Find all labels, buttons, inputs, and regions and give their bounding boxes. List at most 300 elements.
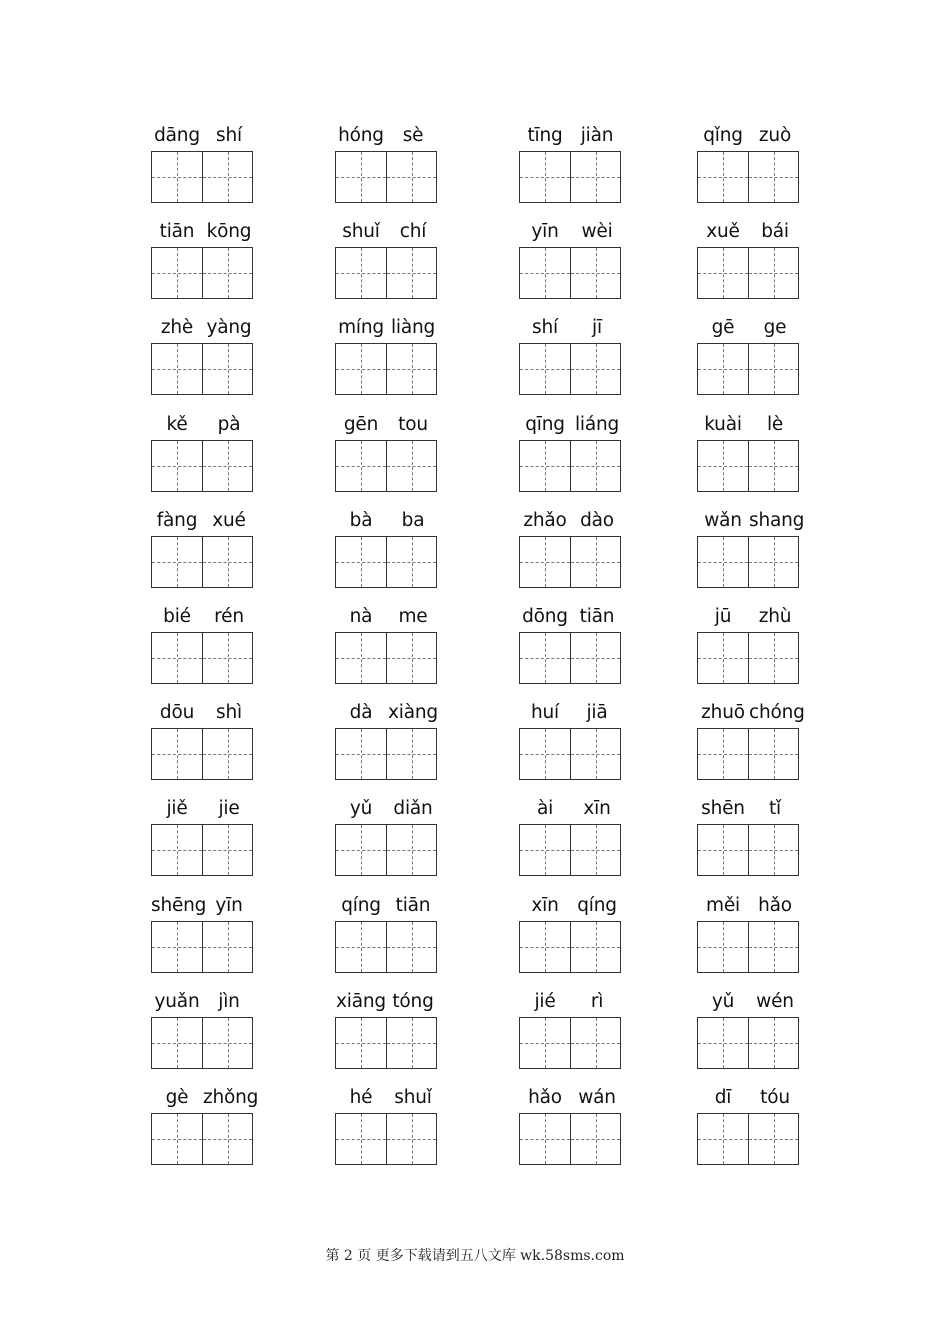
writing-boxes — [335, 151, 437, 203]
pinyin-syllable: shuǐ — [342, 221, 380, 242]
pinyin-syllable: bié — [163, 606, 191, 627]
pinyin-syllable: yīn — [215, 895, 243, 916]
tianzige-cell[interactable] — [570, 825, 620, 875]
pinyin-syllable: kě — [166, 414, 188, 435]
pinyin-syllable: bái — [761, 221, 789, 242]
writing-boxes — [335, 824, 437, 876]
writing-boxes — [151, 151, 253, 203]
pinyin-syllable: gē — [711, 317, 735, 338]
word-item — [519, 895, 623, 973]
pinyin-syllable: tou — [398, 414, 428, 435]
tianzige-cell[interactable] — [748, 1114, 798, 1164]
pinyin-row — [151, 414, 255, 438]
word-item — [151, 798, 255, 876]
tianzige-cell[interactable] — [202, 441, 252, 491]
pinyin-syllable: jū — [714, 606, 732, 627]
pinyin-syllable: diǎn — [393, 798, 433, 819]
tianzige-cell[interactable] — [748, 537, 798, 587]
tianzige-cell[interactable] — [386, 152, 436, 202]
word-item — [697, 895, 801, 973]
tianzige-cell[interactable] — [570, 248, 620, 298]
writing-boxes — [519, 440, 621, 492]
tianzige-cell[interactable] — [570, 537, 620, 587]
pinyin-syllable: měi — [706, 895, 740, 916]
tianzige-cell[interactable] — [202, 248, 252, 298]
pinyin-syllable: qíng — [577, 895, 617, 916]
pinyin-syllable: shí — [532, 317, 558, 338]
pinyin-syllable: tóng — [392, 991, 434, 1012]
pinyin-syllable: dào — [580, 510, 614, 531]
pinyin-syllable: zuò — [758, 125, 792, 146]
tianzige-cell[interactable] — [152, 152, 202, 202]
pinyin-syllable: rén — [214, 606, 244, 627]
pinyin-syllable: hé — [349, 1087, 373, 1108]
tianzige-cell[interactable] — [202, 1114, 252, 1164]
tianzige-cell[interactable] — [386, 1018, 436, 1068]
writing-boxes — [335, 921, 437, 973]
word-item — [335, 1087, 439, 1165]
writing-boxes — [335, 536, 437, 588]
pinyin-row — [335, 895, 439, 919]
pinyin-row — [519, 895, 623, 919]
pinyin-syllable: jī — [592, 317, 602, 338]
word-item — [151, 125, 255, 203]
tianzige-cell[interactable] — [386, 1114, 436, 1164]
pinyin-row — [697, 317, 801, 341]
word-item — [335, 317, 439, 395]
pinyin-syllable: huí — [531, 702, 559, 723]
pinyin-syllable: tīng — [527, 125, 563, 146]
writing-boxes — [335, 1017, 437, 1069]
pinyin-row — [335, 606, 439, 630]
tianzige-cell[interactable] — [202, 344, 252, 394]
pinyin-row — [697, 221, 801, 245]
pinyin-syllable: zhù — [758, 606, 792, 627]
pinyin-syllable: xīn — [583, 798, 611, 819]
pinyin-row — [697, 606, 801, 630]
pinyin-syllable: xué — [212, 510, 246, 531]
word-item — [697, 798, 801, 876]
writing-boxes — [697, 151, 799, 203]
pinyin-syllable: chóng — [749, 702, 805, 723]
pinyin-syllable: nà — [349, 606, 373, 627]
writing-boxes — [335, 728, 437, 780]
tianzige-cell[interactable] — [570, 922, 620, 972]
word-item — [335, 798, 439, 876]
pinyin-row — [697, 991, 801, 1015]
tianzige-cell[interactable] — [748, 441, 798, 491]
tianzige-cell[interactable] — [698, 825, 748, 875]
word-item — [697, 510, 805, 588]
tianzige-cell[interactable] — [698, 1114, 748, 1164]
tianzige-cell[interactable] — [520, 633, 570, 683]
tianzige-cell[interactable] — [748, 344, 798, 394]
writing-boxes — [335, 343, 437, 395]
writing-boxes — [519, 728, 621, 780]
tianzige-cell[interactable] — [152, 729, 202, 779]
writing-boxes — [519, 824, 621, 876]
pinyin-row — [151, 606, 255, 630]
tianzige-cell[interactable] — [202, 1018, 252, 1068]
writing-boxes — [151, 343, 253, 395]
tianzige-cell[interactable] — [748, 1018, 798, 1068]
pinyin-syllable: wǎn — [704, 510, 742, 531]
pinyin-syllable: ge — [763, 317, 787, 338]
tianzige-cell[interactable] — [520, 922, 570, 972]
word-item — [151, 895, 255, 973]
word-item — [519, 991, 623, 1069]
word-item — [697, 317, 801, 395]
word-item — [697, 125, 801, 203]
pinyin-syllable: xiāng — [336, 991, 386, 1012]
word-item — [697, 414, 801, 492]
pinyin-syllable: hǎo — [528, 1087, 562, 1108]
pinyin-row — [335, 317, 439, 341]
tianzige-cell[interactable] — [698, 152, 748, 202]
pinyin-syllable: jiā — [586, 702, 608, 723]
word-item — [519, 798, 623, 876]
writing-boxes — [697, 632, 799, 684]
tianzige-cell[interactable] — [520, 729, 570, 779]
pinyin-syllable: shì — [216, 702, 242, 723]
tianzige-cell[interactable] — [748, 922, 798, 972]
tianzige-cell[interactable] — [152, 825, 202, 875]
pinyin-syllable: jìn — [218, 991, 240, 1012]
pinyin-row — [151, 1087, 259, 1111]
pinyin-syllable: fàng — [156, 510, 198, 531]
tianzige-cell[interactable] — [386, 922, 436, 972]
pinyin-row — [697, 510, 805, 534]
writing-boxes — [151, 824, 253, 876]
pinyin-syllable: liáng — [574, 414, 620, 435]
writing-boxes — [697, 343, 799, 395]
tianzige-cell[interactable] — [520, 248, 570, 298]
pinyin-row — [151, 221, 255, 245]
word-item — [335, 702, 439, 780]
word-item — [519, 510, 623, 588]
pinyin-row — [151, 991, 255, 1015]
tianzige-cell[interactable] — [202, 825, 252, 875]
tianzige-cell[interactable] — [152, 344, 202, 394]
tianzige-cell[interactable] — [570, 1018, 620, 1068]
pinyin-syllable: dī — [714, 1087, 732, 1108]
tianzige-cell[interactable] — [698, 344, 748, 394]
pinyin-syllable: zhǒng — [203, 1087, 259, 1108]
writing-boxes — [519, 1017, 621, 1069]
tianzige-cell[interactable] — [570, 633, 620, 683]
tianzige-cell[interactable] — [748, 825, 798, 875]
pinyin-syllable: jié — [534, 991, 556, 1012]
writing-boxes — [151, 728, 253, 780]
word-item — [151, 606, 255, 684]
pinyin-syllable: kuài — [704, 414, 742, 435]
tianzige-cell[interactable] — [336, 248, 386, 298]
writing-boxes — [697, 247, 799, 299]
word-item — [151, 317, 255, 395]
tianzige-cell[interactable] — [698, 537, 748, 587]
tianzige-cell[interactable] — [336, 344, 386, 394]
pinyin-row — [519, 317, 623, 341]
tianzige-cell[interactable] — [152, 441, 202, 491]
word-item — [151, 221, 255, 299]
pinyin-syllable: chí — [399, 221, 427, 242]
pinyin-row — [519, 702, 623, 726]
pinyin-syllable: qīng — [525, 414, 565, 435]
pinyin-syllable: liàng — [390, 317, 436, 338]
pinyin-row — [151, 895, 255, 919]
word-item — [151, 1087, 259, 1165]
pinyin-syllable: yàng — [206, 317, 252, 338]
pinyin-row — [697, 798, 801, 822]
pinyin-row — [335, 125, 439, 149]
word-item — [519, 125, 623, 203]
pinyin-syllable: wén — [756, 991, 794, 1012]
pinyin-row — [519, 1087, 623, 1111]
tianzige-cell[interactable] — [520, 1114, 570, 1164]
pinyin-row — [335, 1087, 439, 1111]
pinyin-syllable: shang — [749, 510, 805, 531]
pinyin-row — [519, 125, 623, 149]
pinyin-row — [519, 414, 623, 438]
tianzige-cell[interactable] — [748, 633, 798, 683]
word-item — [697, 1087, 801, 1165]
pinyin-row — [519, 510, 623, 534]
pinyin-row — [519, 991, 623, 1015]
pinyin-syllable: shuǐ — [394, 1087, 432, 1108]
writing-boxes — [519, 1113, 621, 1165]
pinyin-syllable: shēng — [151, 895, 207, 916]
pinyin-syllable: yǔ — [349, 798, 373, 819]
pinyin-row — [697, 414, 801, 438]
pinyin-row — [519, 798, 623, 822]
tianzige-cell[interactable] — [336, 441, 386, 491]
pinyin-syllable: qǐng — [703, 125, 743, 146]
tianzige-cell[interactable] — [520, 1018, 570, 1068]
writing-boxes — [697, 1113, 799, 1165]
word-item — [697, 702, 805, 780]
tianzige-cell[interactable] — [336, 152, 386, 202]
pinyin-syllable: lè — [766, 414, 784, 435]
tianzige-cell[interactable] — [748, 152, 798, 202]
pinyin-syllable: zhè — [160, 317, 194, 338]
writing-boxes — [151, 1113, 253, 1165]
pinyin-row — [697, 1087, 801, 1111]
tianzige-cell[interactable] — [520, 344, 570, 394]
pinyin-syllable: zhǎo — [523, 510, 567, 531]
writing-boxes — [335, 1113, 437, 1165]
pinyin-syllable: wèi — [581, 221, 613, 242]
pinyin-syllable: xiàng — [388, 702, 438, 723]
tianzige-cell[interactable] — [202, 633, 252, 683]
tianzige-cell[interactable] — [520, 152, 570, 202]
word-item — [335, 895, 439, 973]
pinyin-syllable: xīn — [531, 895, 559, 916]
tianzige-cell[interactable] — [152, 633, 202, 683]
word-item — [697, 606, 801, 684]
pinyin-syllable: shí — [216, 125, 242, 146]
pinyin-syllable: yīn — [531, 221, 559, 242]
pinyin-syllable: dōng — [522, 606, 568, 627]
pinyin-syllable: yǔ — [711, 991, 735, 1012]
writing-boxes — [335, 247, 437, 299]
writing-boxes — [519, 536, 621, 588]
pinyin-syllable: hóng — [338, 125, 384, 146]
tianzige-cell[interactable] — [570, 729, 620, 779]
tianzige-cell[interactable] — [520, 537, 570, 587]
pinyin-syllable: pà — [217, 414, 241, 435]
pinyin-row — [151, 702, 255, 726]
word-item — [335, 510, 439, 588]
tianzige-cell[interactable] — [152, 922, 202, 972]
word-item — [335, 414, 439, 492]
pinyin-syllable: shēn — [701, 798, 745, 819]
tianzige-cell[interactable] — [202, 537, 252, 587]
tianzige-cell[interactable] — [748, 729, 798, 779]
tianzige-cell[interactable] — [570, 152, 620, 202]
pinyin-row — [151, 125, 255, 149]
page-footer: 第 2 页 更多下载请到五八文库 wk.58sms.com — [325, 1248, 625, 1264]
tianzige-cell[interactable] — [386, 248, 436, 298]
writing-boxes — [335, 632, 437, 684]
pinyin-row — [335, 221, 439, 245]
tianzige-cell[interactable] — [698, 922, 748, 972]
tianzige-cell[interactable] — [152, 1018, 202, 1068]
word-item — [151, 702, 255, 780]
pinyin-syllable: gēn — [343, 414, 379, 435]
pinyin-row — [697, 125, 801, 149]
tianzige-cell[interactable] — [386, 441, 436, 491]
pinyin-row — [335, 991, 439, 1015]
tianzige-cell[interactable] — [520, 825, 570, 875]
tianzige-cell[interactable] — [336, 537, 386, 587]
pinyin-syllable: tóu — [760, 1087, 790, 1108]
tianzige-cell[interactable] — [202, 922, 252, 972]
pinyin-row — [335, 510, 439, 534]
writing-boxes — [151, 247, 253, 299]
tianzige-cell[interactable] — [336, 1018, 386, 1068]
writing-boxes — [697, 921, 799, 973]
tianzige-cell[interactable] — [336, 729, 386, 779]
pinyin-syllable: dāng — [154, 125, 200, 146]
pinyin-row — [151, 798, 255, 822]
tianzige-cell[interactable] — [386, 729, 436, 779]
tianzige-cell[interactable] — [202, 152, 252, 202]
writing-boxes — [335, 440, 437, 492]
writing-boxes — [697, 728, 799, 780]
pinyin-syllable: rì — [590, 991, 604, 1012]
tianzige-cell[interactable] — [698, 248, 748, 298]
pinyin-syllable: gè — [165, 1087, 189, 1108]
tianzige-cell[interactable] — [748, 248, 798, 298]
pinyin-syllable: míng — [338, 317, 384, 338]
tianzige-cell[interactable] — [698, 1018, 748, 1068]
pinyin-syllable: hǎo — [758, 895, 792, 916]
pinyin-row — [335, 702, 439, 726]
pinyin-syllable: xuě — [706, 221, 740, 242]
writing-boxes — [151, 921, 253, 973]
pinyin-row — [151, 317, 255, 341]
word-item — [519, 702, 623, 780]
word-item — [151, 510, 255, 588]
pinyin-syllable: jie — [218, 798, 240, 819]
writing-boxes — [151, 440, 253, 492]
word-item — [697, 991, 801, 1069]
pinyin-syllable: ài — [536, 798, 554, 819]
writing-boxes — [151, 632, 253, 684]
tianzige-cell[interactable] — [570, 344, 620, 394]
writing-boxes — [519, 343, 621, 395]
pinyin-row — [335, 798, 439, 822]
tianzige-cell[interactable] — [336, 922, 386, 972]
pinyin-row — [697, 895, 801, 919]
pinyin-syllable: yuǎn — [154, 991, 200, 1012]
writing-boxes — [697, 824, 799, 876]
word-item — [151, 414, 255, 492]
tianzige-cell[interactable] — [698, 441, 748, 491]
tianzige-cell[interactable] — [570, 441, 620, 491]
writing-boxes — [519, 247, 621, 299]
word-item — [519, 221, 623, 299]
tianzige-cell[interactable] — [336, 633, 386, 683]
tianzige-cell[interactable] — [386, 537, 436, 587]
tianzige-cell[interactable] — [386, 825, 436, 875]
tianzige-cell[interactable] — [570, 1114, 620, 1164]
writing-boxes — [151, 1017, 253, 1069]
word-item — [335, 125, 439, 203]
pinyin-syllable: sè — [402, 125, 424, 146]
word-item — [335, 606, 439, 684]
writing-boxes — [519, 632, 621, 684]
pinyin-syllable: wán — [578, 1087, 616, 1108]
pinyin-syllable: dà — [349, 702, 373, 723]
writing-boxes — [697, 1017, 799, 1069]
tianzige-cell[interactable] — [520, 441, 570, 491]
writing-boxes — [151, 536, 253, 588]
pinyin-syllable: ba — [401, 510, 425, 531]
tianzige-cell[interactable] — [202, 729, 252, 779]
pinyin-syllable: qíng — [341, 895, 381, 916]
word-item — [519, 606, 623, 684]
word-item — [697, 221, 801, 299]
pinyin-syllable: dōu — [159, 702, 195, 723]
tianzige-cell[interactable] — [386, 344, 436, 394]
pinyin-syllable: tiān — [579, 606, 615, 627]
word-item — [335, 991, 439, 1069]
tianzige-cell[interactable] — [336, 1114, 386, 1164]
pinyin-row — [519, 221, 623, 245]
pinyin-row — [151, 510, 255, 534]
pinyin-row — [335, 414, 439, 438]
tianzige-cell[interactable] — [152, 537, 202, 587]
tianzige-cell[interactable] — [152, 248, 202, 298]
word-item — [151, 991, 255, 1069]
tianzige-cell[interactable] — [336, 825, 386, 875]
pinyin-syllable: kōng — [206, 221, 252, 242]
writing-boxes — [697, 536, 799, 588]
pinyin-syllable: tǐ — [769, 798, 781, 819]
tianzige-cell[interactable] — [386, 633, 436, 683]
tianzige-cell[interactable] — [152, 1114, 202, 1164]
writing-boxes — [519, 921, 621, 973]
pinyin-syllable: zhuō — [701, 702, 745, 723]
tianzige-cell[interactable] — [698, 729, 748, 779]
pinyin-syllable: tiān — [159, 221, 195, 242]
pinyin-row — [519, 606, 623, 630]
writing-boxes — [697, 440, 799, 492]
word-item — [335, 221, 439, 299]
pinyin-syllable: jiě — [166, 798, 188, 819]
tianzige-cell[interactable] — [698, 633, 748, 683]
